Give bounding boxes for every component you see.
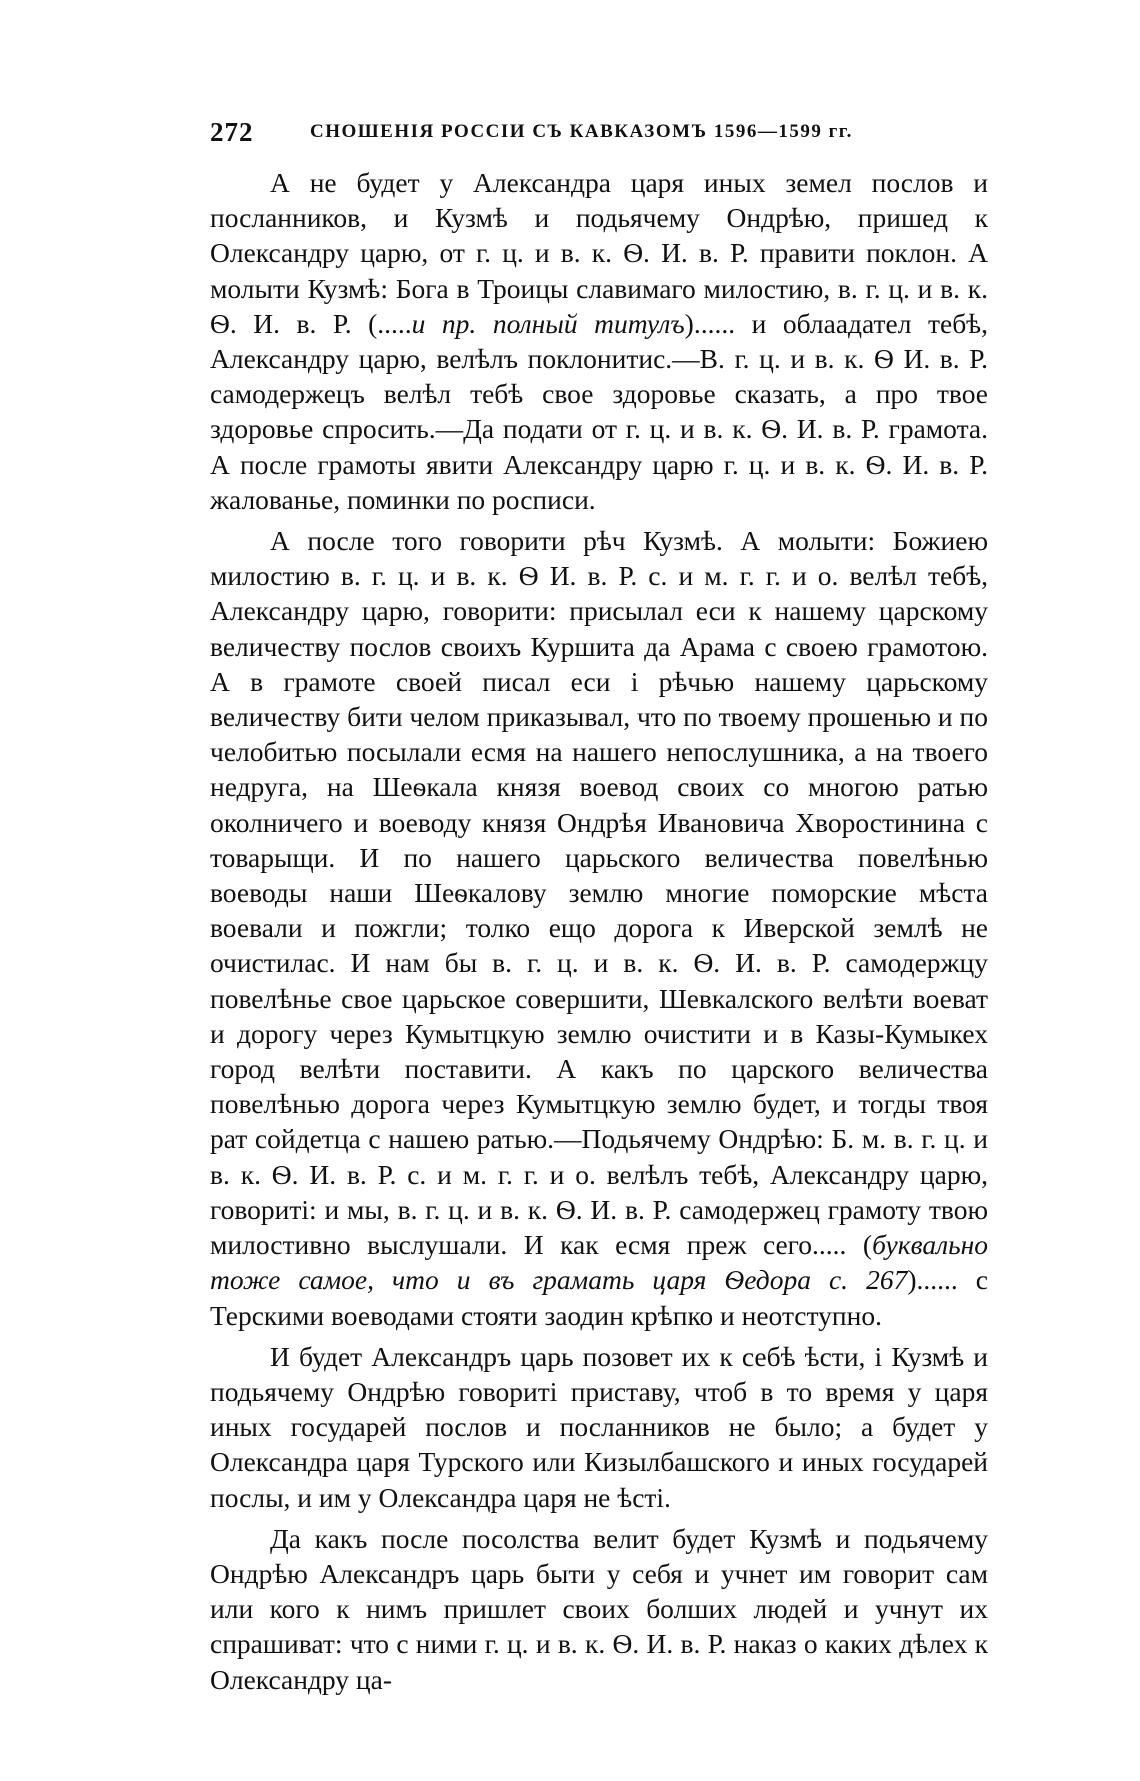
page-number: 272 (210, 117, 254, 147)
paragraph-text: И будет Александръ царь позовет их к себѣ ѣсти, і Кузмѣ и подьячему Ондрѣю говориті приставу, чтоб в то время у царя иных государей послов и посланников не было; а будет у Олександра царя Турского или Кизылбашского и иных государей послы, и им у Олександра царя не ѣсті. (210, 1340, 988, 1513)
italic-note: буквально тоже самое, что и въ грамать царя Ѳедора с. 267 (210, 1229, 988, 1296)
paragraph-3 (210, 1339, 988, 1515)
running-title: СНОШЕНІЯ РОССІИ СЪ КАВКАЗОМЪ 1596—1599 гг. (310, 121, 853, 142)
paragraph-2 (210, 523, 988, 1333)
paragraph-text: )...... и облаадател тебѣ, Александру царю, велѣлъ поклонитис.—В. г. ц. и в. к. Ѳ И. в. Р. самодержецъ велѣл тебѣ свое здоровье сказать, а про твое здоровье спросить.—Да подати от г. ц. и в. к. Ѳ. И. в. Р. грамота. А после грамоты явити Александру царю г. ц. и в. к. Ѳ. И. в. Р. жалованье, поминки по росписи. (210, 307, 988, 515)
paragraph-text: А после того говорити рѣч Кузмѣ. А молыти: Божиею милостию в. г. ц. и в. к. Ѳ И. в. Р. с. и м. г. г. и о. велѣл тебѣ, Александру царю, говорити: присылал еси к нашему царскому величеству послов своихъ Куршита да Арама с своею грамотою. А в грамоте своей писал еси і рѣчью нашему царьскому величеству бити челом приказывал, что по твоему прошенью и по челобитью посылали есмя на нашего непослушника, а на твоего недруга, на Шеѳкала князя воевод своих со многою ратью околничего и воеводу князя Ондрѣя Ивановича Хворостинина с товарыщи. И по нашего царьского величества повелѣнью воеводы наши Шеѳкалову землю многие поморские мѣста воевали и пожгли; толко ещо дорога к Иверской землѣ не очистилас. И нам бы в. г. ц. и в. к. Ѳ. И. в. Р. самодержцу повелѣнье свое царьское совершити, Шевкалского велѣти воеват и дорогу через Кумытцкую землю очистити и в Казы-Кумыкех город велѣти поставити. А какъ по царского величества повелѣнью дорога через Кумытцкую землю будет, и тогды твоя рат сойдетца с нашею ратью.—Подьячему Ондрѣю: Б. м. в. г. ц. и в. к. Ѳ. И. в. Р. с. и м. г. г. и о. велѣлъ тебѣ, Александру царю, говориті: и мы, в. г. ц. и в. к. Ѳ. И. в. Р. самодержец грамоту твою милостивно выслушали. И как есмя преж сего..... ( (210, 525, 988, 1261)
body-text (210, 165, 988, 1703)
paragraph-text: )...... с Терскими воеводами стояти заодин крѣпко и неотступно. (210, 1264, 988, 1331)
italic-note: и пр. полный титулъ (411, 307, 685, 339)
paragraph-4 (210, 1521, 988, 1697)
paragraph-1 (210, 165, 988, 517)
paragraph-text: Да какъ после посолства велит будет Кузмѣ и подьячему Ондрѣю Александръ царь быти у себя и учнет им говорит сам или кого к нимъ пришлет своих болших людей и учнут их спрашиват: что с ними г. ц. и в. к. Ѳ. И. в. Р. наказ о каких дѣлех к Олександру ца- (210, 1522, 988, 1695)
page-header (210, 112, 990, 152)
paragraph-text: А не будет у Александра царя иных земел послов и посланников, и Кузмѣ и подьячему Ондрѣю, пришед к Олександру царю, от г. ц. и в. к. Ѳ. И. в. Р. правити поклон. А молыти Кузмѣ: Бога в Троицы славимаго милостию, в. г. ц. и в. к. Ѳ. И. в. Р. (..... (210, 167, 988, 339)
